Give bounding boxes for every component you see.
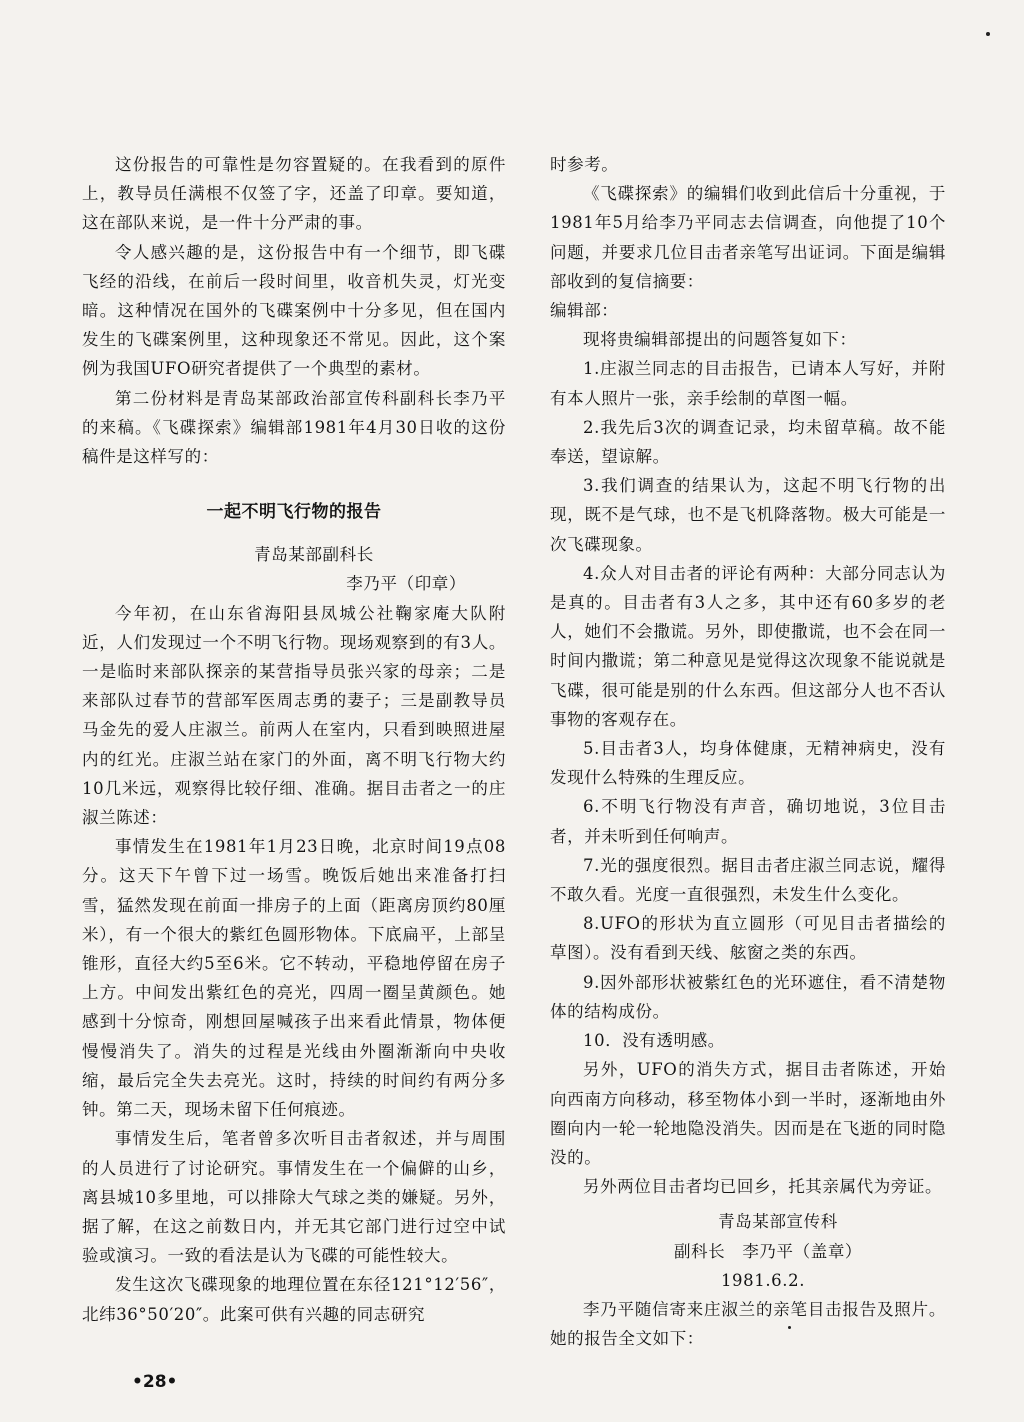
report-paragraph-2: 事情发生在1981年1月23日晚，北京时间19点08分。这天下午曾下过一场雪。晚饭后她出来准备打扫雪，猛然发现在前面一排房子的上面（距离房顶约80厘米），有一个很大的紫红色圆形物体。下底扁平，上部呈锥形，直径大约5至6米。它不转动，平稳地停留在房子上方。中间发出紫红色的亮光，四周一圈呈黄颜色。她感到十分惊奇，刚想回屋喊孩子出来看此情景，物体便慢慢消失了。消失的过程是光线由外圈渐渐向中央收缩，最后完全失去亮光。这时，持续的时间约有两分多钟。第二天，现场未留下任何痕迹。 — [82, 837, 506, 1120]
report-paragraph-3: 事情发生后，笔者曾多次听目击者叙述，并与周围的人员进行了讨论研究。事情发生在一个偏僻的山乡，离县城10多里地，可以排除大气球之类的嫌疑。另外，据了解，在这之前数日内，并无其它部门进行过空中试验或演习。一致的看法是认为飞碟的可能性较大。 — [82, 1129, 506, 1266]
continuation-text: 时参考。 — [550, 155, 619, 174]
answer-item: 9.因外部形状被紫红色的光环遮住，看不清楚物体的结构成份。 — [550, 972, 946, 1021]
report-paragraph-1: 今年初，在山东省海阳县凤城公社鞠家庵大队附近，人们发现过一个不明飞行物。现场观察到的有3人。一是临时来部队探亲的某营指导员张兴家的母亲；二是来部队过春节的营部军医周志勇的妻子；三是副教导员马金先的爱人庄淑兰。前两人在室内，只看到映照进屋内的红光。庄淑兰站在家门的外面，离不明飞行物大约10几米远，观察得比较仔细、准确。据目击者之一的庄淑兰陈述： — [82, 603, 506, 828]
right-column — [550, 150, 946, 1353]
report-paragraph-4: 发生这次飞碟现象的地理位置在东径121°12′56″，北纬36°50′20″。此案可供有兴趣的同志研究 — [82, 1275, 506, 1324]
intro-paragraph-3: 第二份材料是青岛某部政治部宣传科副科长李乃平的来稿。《飞碟探索》编辑部1981年4月30日收的这份稿件是这样写的： — [82, 388, 506, 467]
answer-item: 4.众人对目击者的评论有两种：大部分同志认为是真的。目击者有3人之多，其中还有60多岁的老人，她们不会撒谎。另外，即使撒谎，也不会在同一时间内撒谎；第二种意见是觉得这次现象不能说就是飞碟，很可能是别的什么东西。但这部分人也不否认事物的客观存在。 — [550, 563, 946, 729]
closing-paragraph-2: 另外两位目击者均已回乡，托其亲属代为旁证。 — [583, 1177, 943, 1197]
answer-item: 5.目击者3人，均身体健康，无精神病史，没有发现什么特殊的生理反应。 — [550, 739, 946, 788]
signature-unit: 青岛某部宣传科 — [718, 1212, 838, 1232]
final-paragraph: 李乃平随信寄来庄淑兰的亲笔目击报告及照片。她的报告全文如下： — [550, 1299, 946, 1349]
report-byline-name: 李乃平（印章） — [346, 574, 466, 594]
print-speck — [986, 32, 990, 36]
answer-item: 1.庄淑兰同志的目击报告，已请本人写好，并附有本人照片一张，亲手绘制的草图一幅。 — [550, 359, 946, 408]
letter-salutation: 编辑部： — [550, 301, 619, 321]
signature-name: 副科长 李乃平（盖章） — [673, 1241, 863, 1261]
answer-item: 8.UFO的形状为直立圆形（可见目击者描绘的草图）。没有看到天线、舷窗之类的东西。 — [550, 914, 946, 963]
answer-item: 7.光的强度很烈。据目击者庄淑兰同志说，耀得不敢久看。光度一直很强烈，未发生什么变化。 — [550, 855, 946, 905]
reply-intro: 现将贵编辑部提出的问题答复如下： — [583, 330, 857, 350]
editorial-paragraph: 《飞碟探索》的编辑们收到此信后十分重视，于1981年5月给李乃平同志去信调查，向他提了10个问题，并要求几位目击者亲笔写出证词。下面是编辑部收到的复信摘要： — [550, 184, 946, 291]
report-title: 一起不明飞行物的报告 — [206, 502, 382, 523]
report-byline-unit: 青岛某部副科长 — [254, 545, 374, 565]
intro-paragraph-1: 这份报告的可靠性是勿容置疑的。在我看到的原件上，教导员任满根不仅签了字，还盖了印章。要知道，这在部队来说，是一件十分严肃的事。 — [82, 155, 506, 233]
answer-item: 2.我先后3次的调查记录，均未留草稿。故不能奉送，望谅解。 — [550, 417, 946, 467]
intro-paragraph-2: 令人感兴趣的是，这份报告中有一个细节，即飞碟飞经的沿线，在前后一段时间里，收音机失灵，灯光变暗。这种情况在国外的飞碟案例中十分多见，但在国内发生的飞碟案例里，这种现象还不常见。因此，这个案例为我国UFO研究者提供了一个典型的素材。 — [82, 242, 506, 379]
signature-date: 1981.6.2. — [720, 1270, 806, 1290]
page-number: •28• — [132, 1372, 178, 1392]
answer-item: 10．没有透明感。 — [583, 1031, 725, 1051]
print-speck — [788, 1326, 791, 1329]
answer-item: 3.我们调查的结果认为，这起不明飞行物的出现，既不是气球，也不是飞机降落物。极大可能是一次飞碟现象。 — [550, 476, 946, 554]
left-column — [82, 150, 506, 1329]
closing-paragraph-1: 另外，UFO的消失方式，据目击者陈述，开始向西南方向移动，移至物体小到一半时，逐渐地由外圈向内一轮一轮地隐没消失。因而是在飞逝的同时隐没的。 — [550, 1060, 946, 1167]
answer-item: 6.不明飞行物没有声音，确切地说，3位目击者，并未听到任何响声。 — [550, 797, 946, 846]
